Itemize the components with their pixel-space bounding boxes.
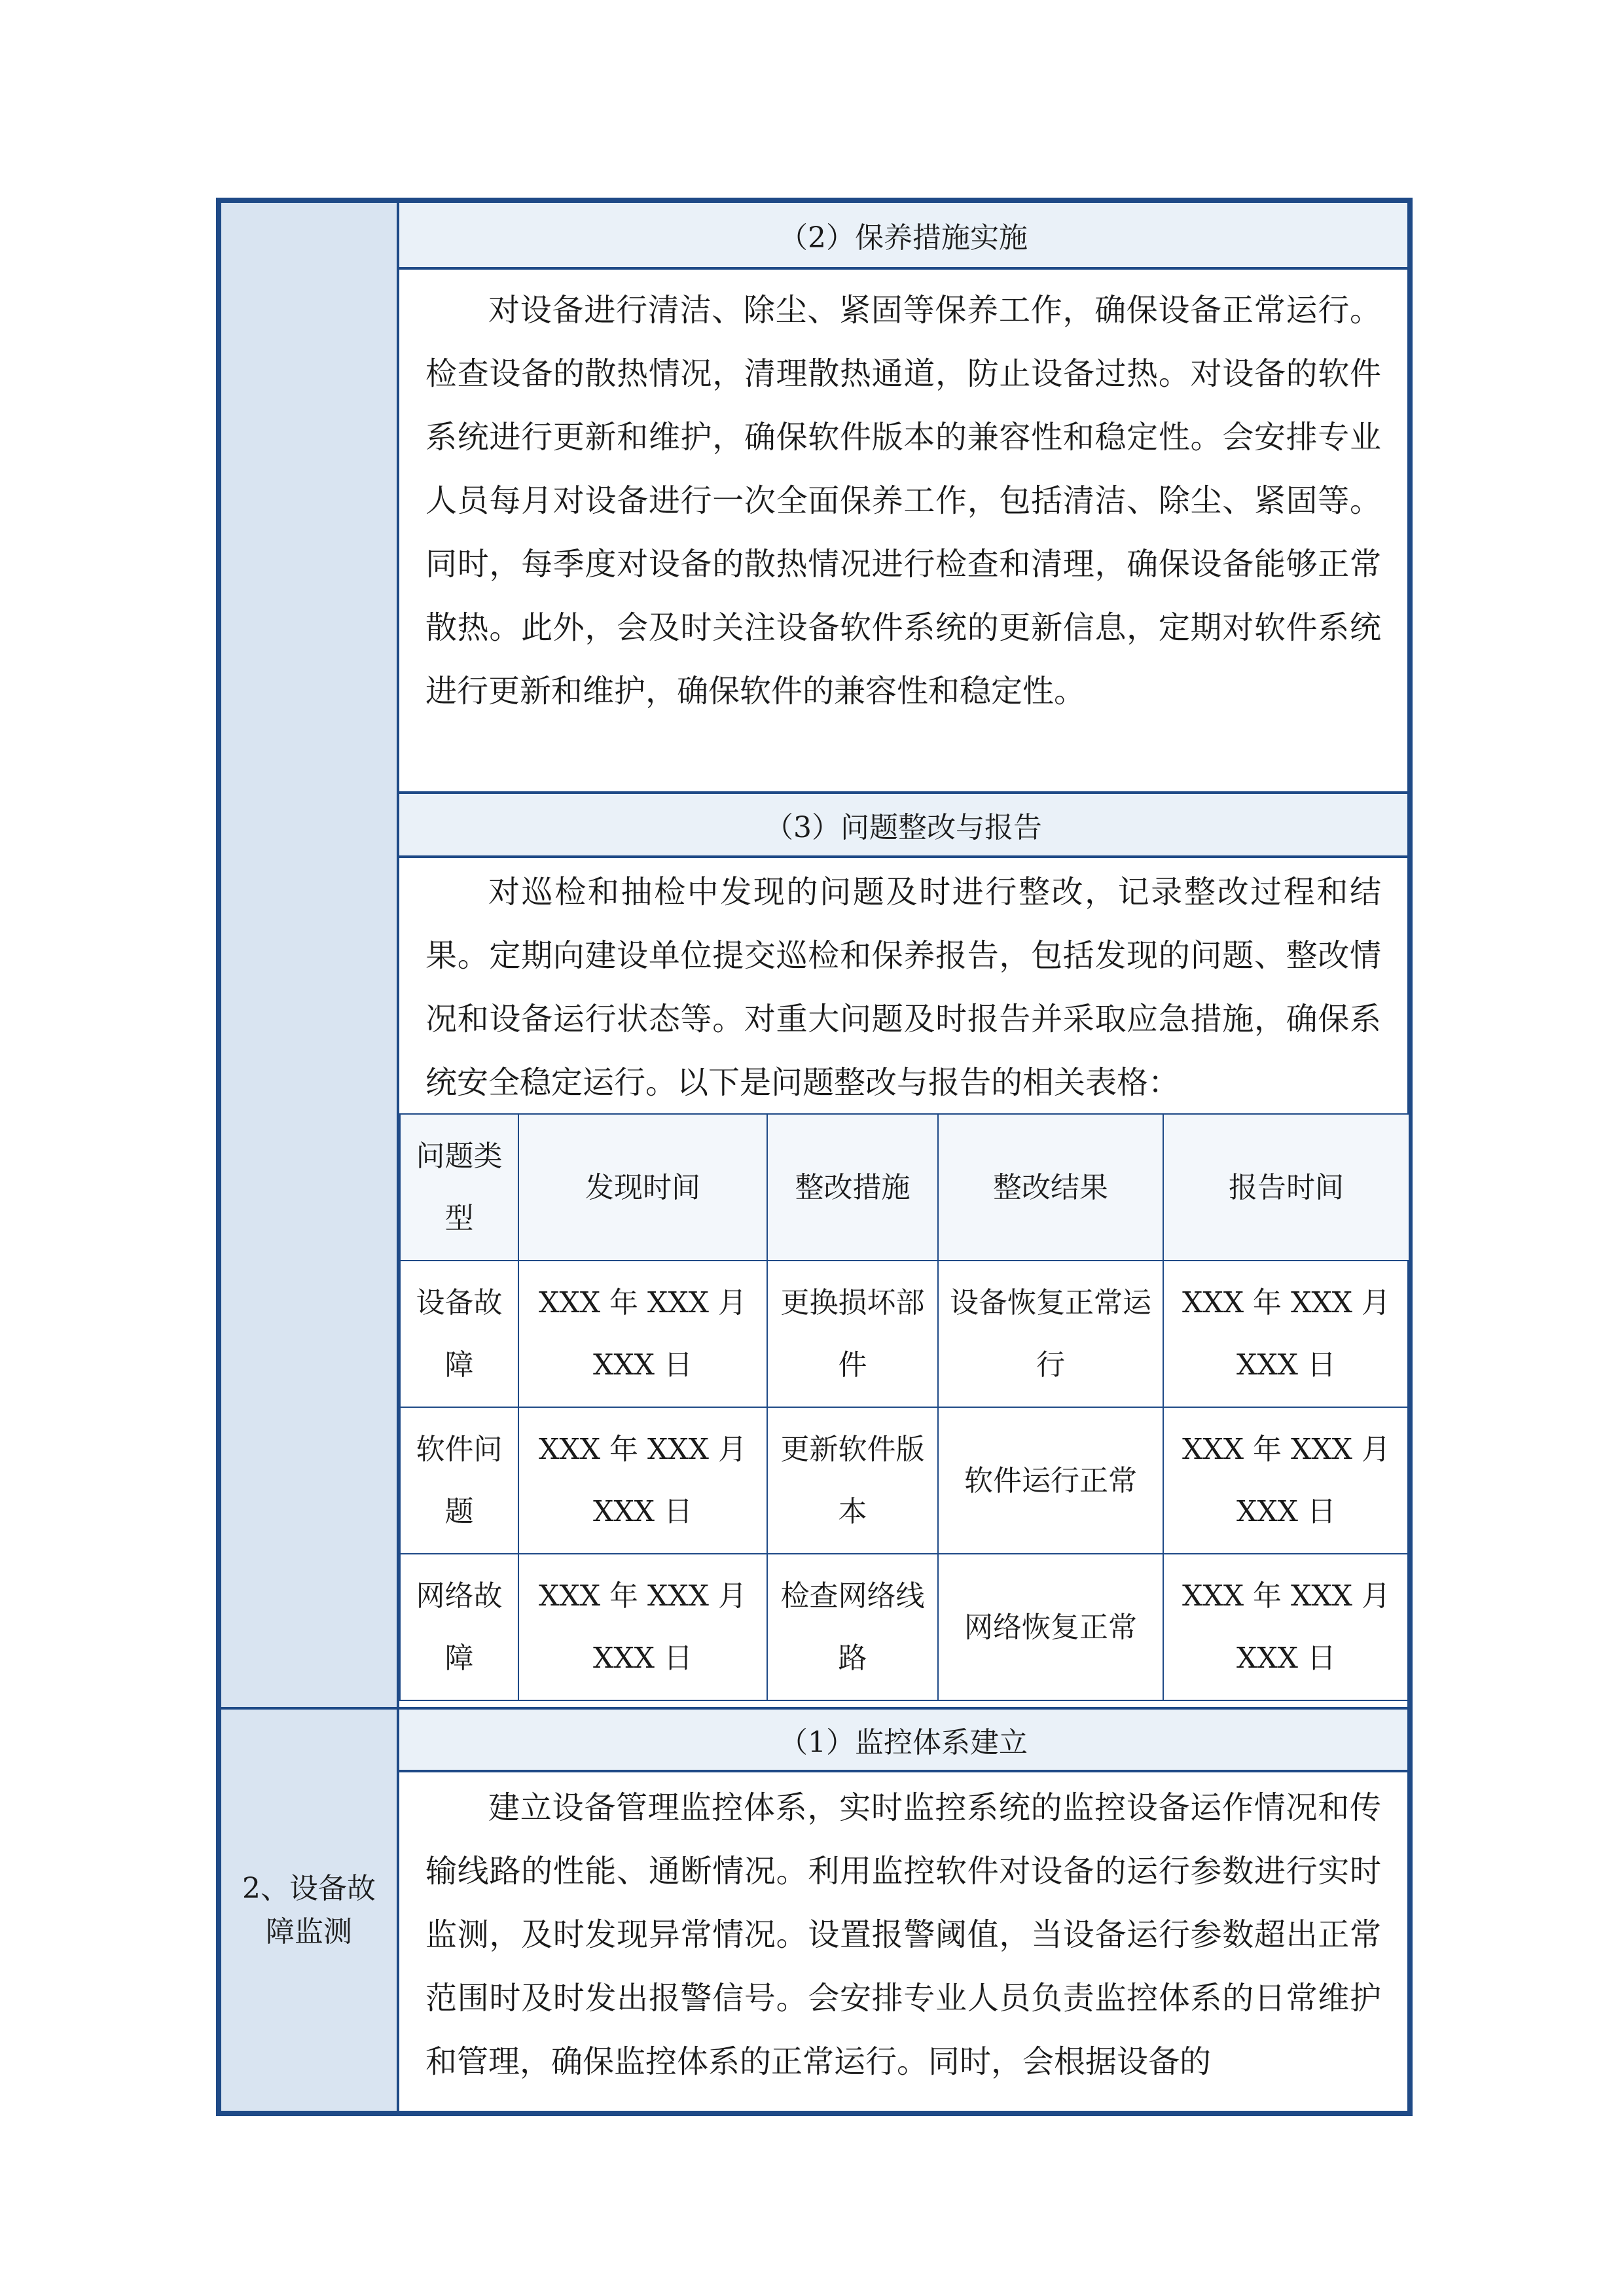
paragraph-maintenance: 对设备进行清洁、除尘、紧固等保养工作，确保设备正常运行。检查设备的散热情况，清理散热通道，防止设备过热。对设备的软件系统进行更新和维护，确保软件版本的兼容性和稳定性。会安排专业人员每月对设备进行一次全面保养工作，包括清洁、除尘、紧固等。同时，每季度对设备的散热情况进行检查和清理，确保设备能够正常散热。此外，会及时关注设备软件系统的更新信息，定期对软件系统进行更新和维护，确保软件的兼容性和稳定性。 [399,270,1407,794]
table-header-cell: 整改结果 [938,1114,1163,1261]
table-cell: XXX 年 XXX 月 XXX 日 [1163,1407,1409,1554]
heading-maintenance: （2）保养措施实施 [399,203,1407,270]
table-cell: 更换损坏部件 [767,1261,938,1407]
table-row [400,1261,1409,1407]
table-row [400,1554,1409,1700]
content-table [216,198,1413,2116]
heading-rectification: （3）问题整改与报告 [399,794,1407,858]
table-cell: XXX 年 XXX 月 XXX 日 [1163,1261,1409,1407]
table-header-row [400,1114,1409,1261]
table-cell: XXX 年 XXX 月 XXX 日 [518,1261,767,1407]
table-cell: 设备故障 [400,1261,518,1407]
table-cell: 软件运行正常 [938,1407,1163,1554]
paragraph-monitoring: 建立设备管理监控体系，实时监控系统的监控设备运作情况和传输线路的性能、通断情况。利用监控软件对设备的运行参数进行实时监测，及时发现异常情况。设置报警阈值，当设备运行参数超出正常范围时及时发出报警信号。会安排专业人员负责监控体系的日常维护和管理，确保监控体系的正常运行。同时，会根据设备的 [425,1789,1381,2080]
table-cell: 软件问题 [400,1407,518,1554]
table-row [400,1407,1409,1554]
table-cell: 设备恢复正常运行 [938,1261,1163,1407]
section-label: 2、设备故障监测 [242,1871,376,1948]
table-cell: XXX 年 XXX 月 XXX 日 [518,1407,767,1554]
paragraph-rectification: 对巡检和抽检中发现的问题及时进行整改，记录整改过程和结果。定期向建设单位提交巡检和保养报告，包括发现的问题、整改情况和设备运行状态等。对重大问题及时报告并采取应急措施，确保系统安全稳定运行。以下是问题整改与报告的相关表格： [425,874,1381,1101]
table-cell: 检查网络线路 [767,1554,938,1700]
heading-monitoring: （1）监控体系建立 [399,1707,1407,1772]
table-cell: 更新软件版本 [767,1407,938,1554]
table-cell: XXX 年 XXX 月 XXX 日 [518,1554,767,1700]
table-cell: 网络恢复正常 [938,1554,1163,1700]
left-column-cell [221,203,399,1707]
left-column-cell-section-2 [221,1707,399,2111]
table-header-cell: 问题类型 [400,1114,518,1261]
table-cell: XXX 年 XXX 月 XXX 日 [1163,1554,1409,1700]
table-header-cell: 报告时间 [1163,1114,1409,1261]
table-header-cell: 发现时间 [518,1114,767,1261]
issues-table [399,1113,1410,1701]
table-cell: 网络故障 [400,1554,518,1700]
table-header-cell: 整改措施 [767,1114,938,1261]
